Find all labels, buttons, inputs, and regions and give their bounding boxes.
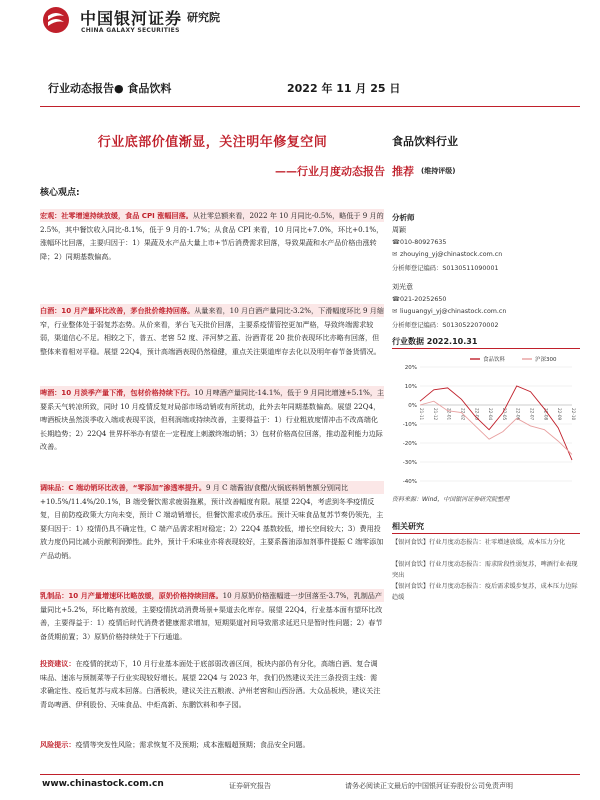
footer-label: 证券研究报告 bbox=[229, 782, 271, 790]
paragraph-heading: 乳制品：10 月产量增速环比略放缓，原奶价格持续回落。 bbox=[40, 591, 223, 600]
analyst-email[interactable]: ✉ zhouying_yj@chinastock.com.cn bbox=[392, 251, 503, 258]
paragraph-body: 10 月原奶价格涨幅进一步回落至-3.7%，乳制品产量同比+5.2%，环比略有放缓，主要疫情扰动消费场景+渠道去化库存。展望 22Q4，行业基本面有望环比改善，主要得益于：1）疫情后时代消费者健康需求增加，短期渠道衬间导致需求延迟只是暂时性问题；2）春节备货期前置；3）原奶价格持续处于下行通道。 bbox=[40, 591, 383, 641]
legend-label: 食品饮料 bbox=[483, 357, 506, 363]
x-tick-label: 22-06 bbox=[515, 408, 521, 421]
rating-note: (维持评级) bbox=[421, 167, 456, 175]
related-research-item[interactable]: 【银河食饮】行业月度动态报告：疫后需求缓步复苏，成本压力边际趋缓 bbox=[392, 583, 578, 601]
analyst-cert: 分析师登记编码：S0130522070002 bbox=[392, 322, 499, 329]
paragraph-heading: 风险提示： bbox=[40, 740, 76, 749]
legend-label: 沪深300 bbox=[535, 357, 557, 363]
paragraph-dairy bbox=[40, 589, 384, 643]
related-research-title: 相关研究 bbox=[392, 522, 424, 531]
footer-url[interactable]: www.chinastock.com.cn bbox=[42, 779, 164, 789]
x-tick-label: 22-08 bbox=[543, 408, 549, 421]
y-tick-label: 0% bbox=[408, 403, 417, 409]
paragraph-condiment bbox=[40, 481, 384, 563]
email-icon: ✉ bbox=[392, 251, 398, 258]
paragraph-body: 9 月 C 端酱油/食醋/火锅底料销售额分别同比+10.5%/11.4%/20.1%，B 端受餐饮需求疲弱拖累，预计改善幅度有限。展望 22Q4，考虑到冬季疫情反复，目前防疫政策大方向未变，预计 C 端动销增长，但餐饮需求或仍承压。预计天味食品复苏节奏仍领先，主要归因于：1）疫情仍具不确定性，C 端产品需求相对稳定；2）22Q4 基数较低，增长空间较大；3）费用投放力度仍同比减小贡献利润弹性。此外，预计千禾味业亦将表现较好，主要系酱油添加剂事件提振 C 端零添加产品动销。 bbox=[40, 483, 384, 560]
analyst-phone: ☎010-80927635 bbox=[392, 239, 447, 246]
related-research-item[interactable]: 【银河食饮】行业月度动态报告：社零增速放缓，成本压力分化 bbox=[392, 539, 566, 546]
paragraph-beer bbox=[40, 386, 384, 454]
related-research-item[interactable]: 【银河食饮】行业月度动态报告：需求阶段性弱复苏，啤酒行业表现突出 bbox=[392, 561, 578, 579]
analyst-phone: ☎021-20252650 bbox=[392, 296, 447, 303]
paragraph-heading: 调味品：C 端动销环比改善，“零添加”渗透率提升。 bbox=[40, 483, 206, 492]
phone-icon: ☎ bbox=[392, 239, 400, 246]
paragraph-heading: 投资建议： bbox=[40, 659, 76, 668]
y-tick-label: 10% bbox=[404, 384, 417, 390]
y-tick-label: -20% bbox=[402, 441, 417, 447]
brand-name-cn: 中国银河证券 bbox=[80, 9, 183, 28]
paragraph-body: 在疫情的扰动下，10 月行业基本面处于底部弱改善区间，板块内部仍有分化，高端白酒、复合调味品、速冻与预制菜等子行业实现较好增长。展望 22Q4 与 2023 年，我们仍然建议关注三条投资主线：需求确定性、疫后复苏与成本回落。白酒板块，建议关注五粮液、泸州老窖和山西汾酒。大众品板块，建议关注青岛啤酒、伊利股份、天味食品、中炬高新、东鹏饮料和李子园。 bbox=[40, 659, 381, 709]
footer-divider bbox=[40, 774, 580, 775]
x-tick-label: 22-09 bbox=[557, 408, 563, 421]
x-tick-label: 22-01 bbox=[446, 408, 452, 421]
report-date: 2022 年 11 月 25 日 bbox=[287, 82, 401, 95]
x-tick-label: 22-07 bbox=[529, 408, 535, 421]
phone-icon: ☎ bbox=[392, 296, 400, 303]
paragraph-baijiu bbox=[40, 304, 384, 358]
analyst-cert: 分析师登记编码：S0130511090001 bbox=[392, 265, 499, 272]
company-logo bbox=[42, 6, 70, 34]
paragraph-macro bbox=[40, 209, 384, 263]
y-tick-label: -40% bbox=[402, 479, 417, 485]
rating: 推荐 bbox=[392, 165, 414, 178]
paragraph-heading: 宏观：社零增速持续放缓，食品 CPI 涨幅回落。 bbox=[40, 211, 193, 220]
paragraph-risk bbox=[40, 738, 384, 752]
report-subtitle: ——行业月度动态报告 bbox=[275, 165, 385, 178]
related-research-divider bbox=[392, 533, 580, 534]
footer-disclaimer: 请务必阅读正文最后的中国银河证券股份公司免责声明 bbox=[345, 782, 513, 790]
series-line-1 bbox=[420, 386, 572, 460]
paragraph-body: 疫情等突发性风险；需求恢复不及预期；成本涨幅超预期；食品安全问题。 bbox=[75, 740, 310, 749]
paragraph-heading: 白酒：10 月产量环比改善，茅台批价维持回落。 bbox=[40, 306, 195, 315]
analyst-email[interactable]: ✉ liuguangyi_yj@chinastock.com.cn bbox=[392, 308, 507, 315]
chart-source: 资料来源：Wind，中国银河证券研究院整理 bbox=[392, 496, 510, 503]
sector-name: 食品饮料行业 bbox=[392, 135, 458, 148]
analyst-name: 刘光意 bbox=[392, 283, 413, 291]
x-tick-label: 22-10 bbox=[571, 408, 576, 421]
institute-label: 研究院 bbox=[187, 11, 220, 24]
report-type: 行业动态报告● 食品饮料 bbox=[48, 82, 172, 95]
email-icon: ✉ bbox=[392, 308, 398, 315]
paragraph-body: 从社零总额来看，2022 年 10 月同比-0.5%，略低于 9 月的 2.5%，其中餐饮收入同比-8.1%，低于 9 月的-1.7%；从食品 CPI 来看，10 月同比+7.0%，环比+0.1%，涨幅环比回落，主要归因于：1）果蔬及水产品大量上市+节后消费需求回落，导致果蔬和水产品价格由涨转降；2）同期基数偏高。 bbox=[40, 211, 384, 261]
paragraph-heading: 啤酒：10 月淡季产量下滑，包材价格持续下行。 bbox=[40, 388, 195, 397]
report-title: 行业底部价值渐显，关注明年修复空间 bbox=[97, 135, 328, 150]
brand-name-en: CHINA GALAXY SECURITIES bbox=[81, 27, 180, 34]
x-tick-label: 22-02 bbox=[460, 408, 466, 421]
market-data-title: 行业数据 2022.10.31 bbox=[392, 337, 478, 346]
y-tick-label: 20% bbox=[404, 365, 417, 371]
paragraph-investment bbox=[40, 657, 384, 711]
analyst-name: 周颖 bbox=[392, 226, 406, 234]
market-data-divider bbox=[392, 348, 580, 349]
x-tick-label: 22-04 bbox=[488, 408, 494, 421]
x-tick-label: 21-11 bbox=[419, 408, 424, 421]
performance-chart bbox=[392, 353, 582, 488]
x-tick-label: 21-12 bbox=[432, 408, 438, 421]
paragraph-body: 10 月啤酒产量同比-14.1%，低于 9 月同比增速+5.1%，主要系天气转凉所致，同时 10 月疫情反复对局部市场动销或有所扰动，此外去年同期基数偏高。展望 22Q4，啤酒板块虽然淡季收入端或表现平淡，但利润端或持续改善，主要得益于：1）行业粗放度情冲击不改高端化长期趋势；2）22Q4 世界杯举办有望在一定程度上刺激终端动销；3）包材价格高位回落，推动盈利能力边际改善。 bbox=[40, 388, 385, 452]
y-tick-label: -30% bbox=[402, 460, 417, 466]
y-tick-label: -10% bbox=[402, 422, 417, 428]
x-tick-label: 22-05 bbox=[501, 408, 507, 421]
header-divider bbox=[40, 106, 580, 107]
key-points-label: 核心观点: bbox=[40, 188, 80, 198]
analysts-label: 分析师 bbox=[392, 213, 415, 222]
paragraph-body: 从量来看，10 月白酒产量同比-3.2%，下滑幅度环比 9 月缩窄，行业整体处于弱复苏态势。从价来看，茅台飞天批价回落，主要系疫情管控更加严格，导致终端需求较弱，渠道信心不足。相较之下，普五、老窖 52 度、洋河梦之蓝、汾酒青花 20 批价表现环比亦略有回落，但整体来看相对平稳。展望 22Q4，预计高端酒表现仍然稳健，重点关注渠道库存去化以及明年春节备货情况。 bbox=[40, 306, 384, 356]
x-tick-label: 22-03 bbox=[474, 408, 480, 421]
